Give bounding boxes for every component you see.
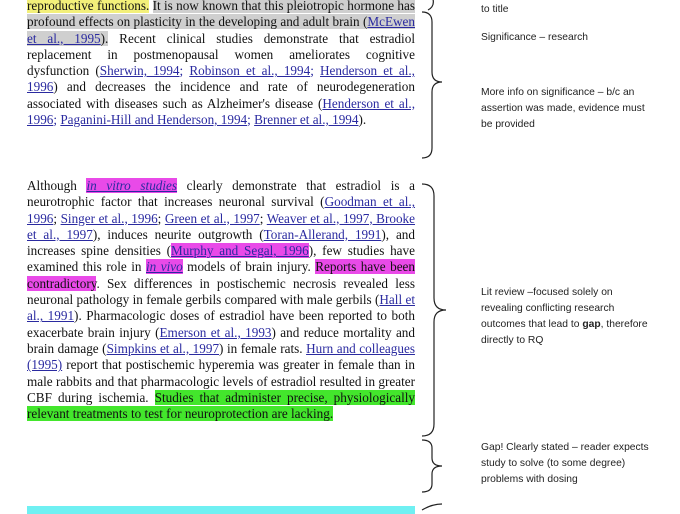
highlight-magenta: in vivo: [146, 259, 183, 275]
paragraph-lit-review: Although in vitro studies clearly demonstrate that estradiol is a neurotrophic factor that increases neuronal survival (Goodman et al., 1996; Singer et al., 1996; Green et al., 1997; Weaver et al., 1997, Brooke et al., 1997), induces neurite outgrowth (Toran-Allerand, 1991), and increases spine densities (Murphy and Segal, 1996), few studies have examined this role in in vivo models of brain injury. Reports have been contradictory. Sex differences in postischemic necrosis revealed less neuronal pathology in female gerbils compared with male gerbils (Hall et al., 1991). Pharmacologic doses of estradiol have been reported to both exacerbate brain injury (Emerson et al., 1993) and reduce mortality and brain damage (Simpkins et al., 1997) in female rats. Hurn and colleagues (1995) report that postischemic hyperemia was greater in female than in male rabbits and that pharmacologic levels of estradiol resulted in greater CBF during ischemia. Studies that administer precise, physiologically relevant treatments to test for neuroprotection are lacking.: [27, 178, 416, 422]
citation-link[interactable]: McEwen et al., 1995: [27, 14, 415, 46]
paragraph-significance: reproductive functions. It is now known that this pleiotropic hormone has profound effects on plasticity in the developing and adult brain (McEwen et al., 1995). Recent clinical studies demonstrate that estradiol replacement in postmenopausal women ameliorates cognitive dysfunction (Sherwin, 1994; Robinson et al., 1994; Henderson et al., 1996) and decreases the incidence and rate of neurodegeneration associated with diseases such as Alzheimer's disease (Henderson et al., 1996; Paganini-Hill and Henderson, 1994; Brenner et al., 1994).: [27, 0, 415, 128]
note-gap: Gap! Clearly stated – reader expects study to solve (to some degree) problems with dosing: [481, 442, 649, 485]
citation-link[interactable]: Sherwin, 1994: [99, 63, 180, 79]
citation-link[interactable]: Toran-Allerand, 1991: [263, 226, 382, 242]
citation-link[interactable]: Brenner et al., 1994: [254, 112, 359, 128]
note-significance: Significance – research: [481, 32, 589, 43]
note-to-title: to title: [481, 4, 509, 15]
note-more-info: More info on significance – b/c an assertion was made, evidence must be provided: [481, 87, 645, 130]
citation-link[interactable]: Emerson et al., 1993: [159, 324, 272, 340]
highlight-yellow: reproductive functions.: [27, 0, 150, 13]
note-lit-review: Lit review –focused solely on revealing conflicting research outcomes that lead to gap, therefore directly to RQ: [481, 287, 648, 346]
citation-link[interactable]: Murphy and Segal, 1996: [170, 243, 309, 259]
citation-link[interactable]: Hurn and colleagues (1995): [27, 340, 415, 373]
brace-icon: [420, 182, 460, 438]
citation-link[interactable]: Green et al., 1997: [164, 210, 260, 226]
citation-link[interactable]: Henderson et al., 1996: [27, 95, 415, 128]
citation-link[interactable]: Paganini-Hill and Henderson, 1994: [60, 112, 248, 128]
citation-link[interactable]: Singer et al., 1996: [60, 210, 158, 226]
highlight-gray: It is now known that this pleiotropic hormone has profound effects on plasticity in the developing and adult brain (McEwen et al., 1995).: [27, 0, 415, 46]
highlight-cyan: [27, 506, 415, 514]
citation-link[interactable]: Henderson et al., 1996: [27, 63, 415, 95]
brace-icon: [420, 10, 460, 162]
citation-link[interactable]: Robinson et al., 1994: [189, 63, 311, 79]
highlight-magenta: Reports have been contradictory: [27, 259, 415, 291]
brace-icon: [420, 503, 460, 511]
citation-link[interactable]: Simpkins et al., 1997: [106, 340, 220, 356]
citation-link[interactable]: Goodman et al., 1996: [27, 194, 415, 226]
brace-icon: [420, 438, 460, 494]
citation-link[interactable]: Weaver et al., 1997, Brooke et al., 1997: [27, 210, 415, 242]
highlight-green: Studies that administer precise, physiologically relevant treatments to test for neuroprotection are lacking.: [27, 389, 415, 422]
highlight-magenta: in vitro studies: [86, 178, 178, 193]
citation-link[interactable]: Hall et al., 1991: [27, 292, 415, 324]
